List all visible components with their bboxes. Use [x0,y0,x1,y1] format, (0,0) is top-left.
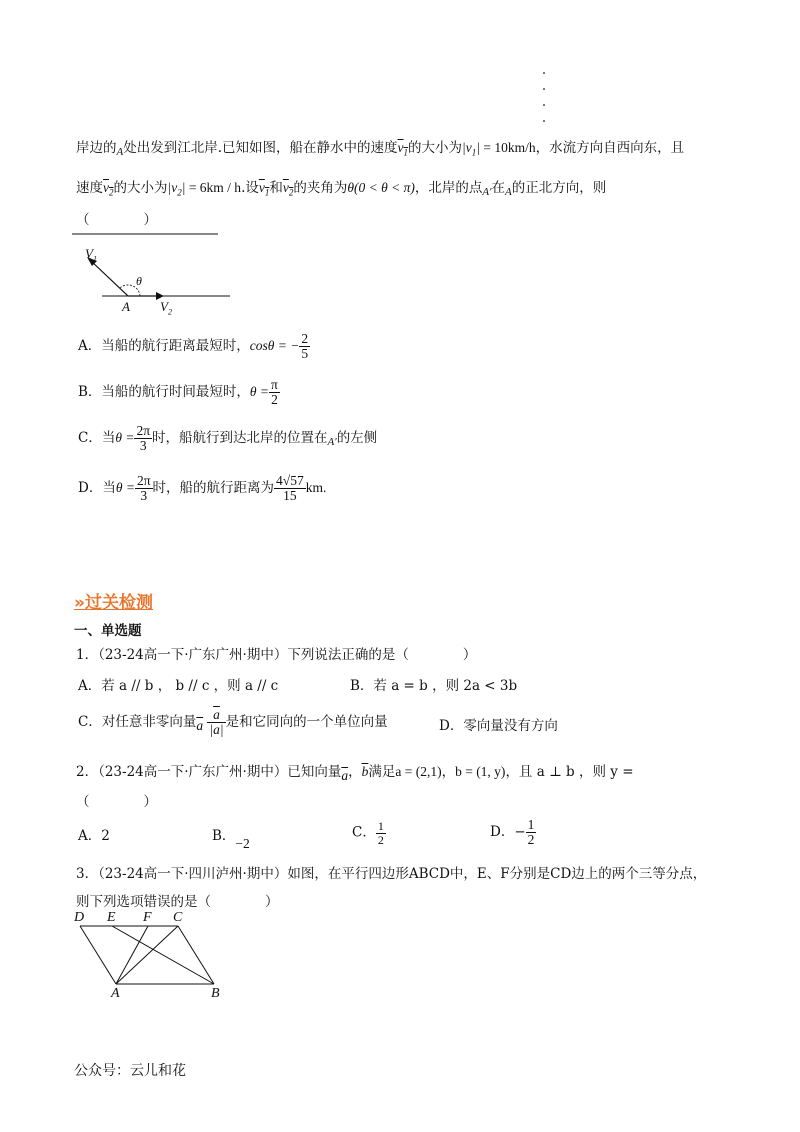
option-a[interactable]: A．当船的航行距离最短时，cosθ = − $\frac{2}{5}$ [78,331,309,362]
segment-ae [116,926,178,984]
vertex-e: E [107,910,116,925]
v1-symbol: $v_1$ [397,140,409,158]
v1-magnitude: $|v_1|$ [462,140,484,158]
intro-text: 的大小为 [408,140,463,156]
v1-value: = 10km/h [483,140,536,155]
intro-line-2: 速度$v_2$的大小为$|v_2| = 6km / h$.设$v_1$和$v_2$的夹角为θ(0 < θ < π)，北岸的点$_{A'}$在$_A$的正北方向，则 [76,180,607,198]
q2-option-a[interactable]: A．2 [78,828,110,844]
fraction: $\frac{2\pi}{3}$ [136,473,151,504]
label-v2: $V_2$ [160,299,172,317]
section-title: »过关检测 [74,593,153,613]
parallelogram-figure [72,920,232,992]
q2-option-d[interactable]: D．− $\frac{1}{2}$ [490,817,535,848]
q1-option-a[interactable]: A．若 a // b ， b // c ，则 a // c [78,678,279,694]
footer-wechat: 公众号：云儿和花 [74,1063,186,1079]
q1-option-d[interactable]: D．零向量没有方向 [439,718,558,734]
intro-text: ，水流方向自西向东，且 [535,140,685,156]
label-a: A [122,299,130,314]
vertex-c: C [173,910,183,925]
vertex-d: D [74,910,85,925]
label-v1: $V_1$ [85,246,97,264]
vertex-b: B [211,986,220,1001]
label-theta: θ [136,274,142,288]
q2-option-c[interactable]: C． $\frac{1}{2}$ [352,819,384,847]
theta-condition: θ(0 < θ < π) [347,180,415,195]
point-a-prime: A′ [482,186,492,198]
option-d[interactable]: D．当θ = $\frac{2\pi}{3}$ 时，船的航行距离为 $\frac{4√57}{15}$ km. [78,473,327,504]
point-a: A [116,146,124,158]
fraction: $\frac{\pi}{2}$ [271,377,278,408]
q2-paren: （ ） [76,794,157,810]
q2-stem: 2．（23-24高一下·广东广州·期中）已知向量$\overline{a}$，$\overline{b}$满足a = (2,1)，b = (1, y)，且 a ⊥ b ，则 y = [76,764,634,783]
q1-stem: 1．（23-24高一下·广东广州·期中）下列说法正确的是（ ） [76,647,477,663]
edge-da [80,926,116,984]
answer-paren: （ ） [76,212,157,228]
vertex-f: F [143,910,152,925]
edge-cb [178,926,214,984]
unit-vector-fraction: $\frac{\overline{a}}{|a|}$ [209,707,224,738]
scan-dots [543,72,545,124]
vertex-a: A [111,986,120,1001]
q2-option-b[interactable]: B．−2 [212,828,250,851]
option-b[interactable]: B．当船的航行时间最短时，θ = $\frac{\pi}{2}$ [78,377,278,408]
option-c[interactable]: C．当θ = $\frac{2\pi}{3}$ 时，船航行到达北岸的位置在$_{A'}$的左侧 [78,423,378,454]
fraction: $\frac{2}{5}$ [301,331,309,362]
segment-eb [112,926,214,984]
q3-line-2: 则下列选项错误的是（ ） [76,894,279,910]
q1-option-b[interactable]: B．若 a = b ，则 2a < 3b [350,678,518,694]
intro-text: 处出发到江北岸.已知如图，船在静水中的速度 [123,140,398,156]
v2-value: = 6km / h [188,180,242,195]
v1-arrow [90,260,128,296]
intro-line-1 [76,136,684,158]
v2-magnitude: $|v_2|$ [167,180,189,198]
fraction: $\frac{4√57}{15}$ [276,473,304,504]
fraction: $\frac{2\pi}{3}$ [136,423,151,454]
q1-option-c[interactable]: C．对任意非零向量$\overline{a}$ $\frac{\overline{a}}{|a|}$ 是和它同向的一个单位向量 [78,707,388,738]
segment-af [116,926,148,984]
intro-text: 岸边的 [76,140,117,156]
q3-line-1: 3．（23-24高一下·四川泸州·期中）如图，在平行四边形ABCD中，E、F分别是CD边上的两个三等分点， [76,866,707,882]
section-subtitle: 一、单选题 [74,623,142,639]
velocity-figure [70,228,240,320]
v2-symbol: $v_2$ [103,180,114,198]
